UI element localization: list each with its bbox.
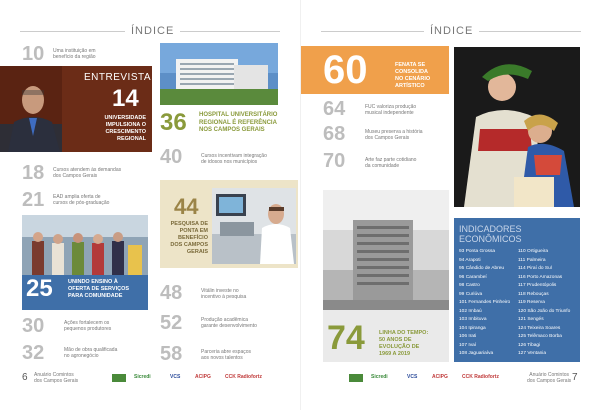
ind-n: 116	[518, 274, 526, 280]
ind-n: 111	[518, 257, 526, 263]
sponsor-logo-cck: CCK Radiofortz	[462, 374, 499, 380]
ind-name: Palmeira	[526, 257, 546, 263]
fenata-title: FENATA SE CONSOLIDA NO CENÁRIO ARTÍSTICO	[395, 62, 431, 89]
ind-n: 126	[518, 342, 527, 348]
ind-n: 99	[459, 291, 465, 297]
ind-n: 104	[459, 325, 468, 331]
ind-name: Ventania	[527, 351, 547, 356]
entry-desc: FUC valoriza produção musical independente	[365, 104, 417, 116]
ind-n: 103	[459, 317, 468, 322]
entry-number: 48	[160, 282, 183, 304]
entry-number: 64	[323, 98, 346, 120]
entry-number: 70	[323, 150, 346, 172]
right-page-header: ÍNDICE	[424, 25, 479, 37]
ind-name: Ponta Grossa	[465, 249, 496, 254]
timeline-title: LINHA DO TEMPO: 50 ANOS DE EVOLUÇÃO DE 1969 A 2019	[379, 330, 429, 357]
ind-name: Arapoti	[465, 257, 481, 263]
ind-n: 125	[518, 334, 527, 339]
interview-photo	[0, 66, 62, 152]
ind-name: Porto Amazonas	[527, 274, 563, 280]
page-number: 6	[22, 372, 28, 383]
entry-desc: EAD amplia oferta de cursos de pós-graduação	[53, 194, 110, 206]
page-number: 7	[572, 372, 578, 383]
services-panel	[22, 215, 148, 310]
ind-name: Irati	[468, 334, 477, 339]
indicators-col-1	[459, 248, 517, 359]
ind-name: Telêmaco Borba	[527, 334, 562, 339]
ind-name: Tibagi	[527, 342, 541, 348]
interview-number: 14	[112, 85, 139, 112]
timeline-number: 74	[327, 319, 365, 357]
left-page	[0, 0, 300, 410]
ind-n: 117	[518, 283, 526, 288]
sponsor-logo-acipg: ACIPG	[195, 374, 211, 380]
ind-n: 95	[459, 266, 465, 271]
entry-number: 21	[22, 189, 45, 211]
entry-desc: Cursos atendem às demandas dos Campos Gerais	[53, 167, 122, 179]
ind-n: 106	[459, 334, 468, 339]
ind-n: 110	[518, 249, 526, 254]
interview-title: UNIVERSIDADE IMPULSIONA O CRESCIMENTO REGIONAL	[104, 115, 146, 142]
ind-name: Ivaí	[468, 342, 477, 348]
research-photo	[212, 188, 296, 264]
sponsor-logo-acipg: ACIPG	[432, 374, 448, 380]
entry-number: 68	[323, 123, 346, 145]
sponsor-logo-sicredi: Sicredi	[134, 374, 151, 380]
ind-name: Ipiranga	[468, 325, 486, 331]
entry-number: 30	[22, 315, 45, 337]
ind-name: Prudentópolis	[527, 283, 557, 288]
research-panel	[160, 180, 298, 268]
ind-n: 107	[459, 342, 468, 348]
indicators-title: INDICADORES ECONÔMICOS	[459, 224, 522, 244]
dancers-photo	[454, 47, 580, 207]
ind-n: 98	[459, 283, 465, 288]
left-page-header: ÍNDICE	[125, 25, 180, 37]
ind-n: 96	[459, 274, 465, 280]
entry-number: 32	[22, 342, 45, 364]
ind-n: 127	[518, 351, 527, 356]
sponsor-logo-flag	[112, 374, 126, 382]
ind-name: Imbaú	[468, 308, 482, 314]
ind-name: Jaguariaíva	[468, 351, 494, 356]
ind-name: Teixeira Soares	[527, 325, 561, 331]
sponsor-logo-vcs: VCS	[407, 374, 418, 380]
ind-n: 120	[518, 308, 527, 314]
ind-name: Ortigueira	[527, 249, 549, 254]
ind-n: 102	[459, 308, 468, 314]
interview-label: ENTREVISTA	[84, 72, 152, 83]
entry-number: 58	[160, 343, 183, 365]
sponsor-logo-vcs: VCS	[170, 374, 181, 380]
hospital-photo	[160, 43, 278, 105]
ind-n: 124	[518, 325, 527, 331]
ind-name: Castro	[465, 283, 480, 288]
entry-desc: Uma instituição em benefício da região	[53, 48, 96, 60]
ind-n: 101	[459, 300, 468, 305]
fenata-number: 60	[323, 48, 368, 92]
fenata-panel	[301, 46, 449, 94]
ind-name: Reserva	[527, 300, 545, 305]
ind-name: Fernandes Pinheiro	[468, 300, 511, 305]
page-footer: Anuário Comintos dos Campos Gerais	[527, 372, 572, 384]
research-number: 44	[174, 194, 199, 219]
services-photo	[22, 215, 148, 275]
services-number: 25	[26, 275, 53, 302]
interview-panel	[0, 66, 152, 152]
sponsor-logo-cck: CCK Radiofortz	[225, 374, 262, 380]
entry-number: 52	[160, 312, 183, 334]
entry-number: 10	[22, 43, 45, 65]
hospital-number: 36	[160, 109, 187, 136]
entry-desc: Produção acadêmica garante desenvolvimento	[201, 317, 257, 329]
ind-name: Rebouças	[527, 291, 549, 297]
timeline-panel	[323, 190, 449, 362]
ind-n: 108	[459, 351, 468, 356]
indicators-panel	[454, 218, 580, 362]
entry-desc: Museu preserva a história dos Campos Gerais	[365, 129, 423, 141]
entry-desc: Cursos incentivam integração de idosos nos municípios	[201, 153, 267, 165]
entry-number: 18	[22, 162, 45, 184]
entry-desc: Arte faz parte cotidiano da comunidade	[365, 157, 417, 169]
ind-name: Cândido de Abreu	[465, 266, 505, 271]
indicators-col-2	[518, 248, 578, 359]
timeline-photo	[323, 190, 449, 310]
entry-desc: Parceria abre espaços aos novos talentos	[201, 349, 252, 361]
ind-name: Sengés	[527, 317, 544, 322]
ind-n: 121	[518, 317, 527, 322]
entry-desc: Ações fortalecem os pequenos produtores	[64, 320, 112, 332]
ind-n: 93	[459, 249, 465, 254]
right-page	[301, 0, 601, 410]
entry-desc: Mão de obra qualificada no agronegócio	[64, 347, 118, 359]
research-title: PESQUISA DE PONTA EM BENEFÍCIO DOS CAMPOS GERAIS	[170, 221, 208, 255]
ind-name: São João do Triunfo	[527, 308, 571, 314]
entry-desc: Vitálin investe no incentivo à pesquisa	[201, 288, 247, 300]
hospital-title: HOSPITAL UNIVERSITÁRIO REGIONAL É REFERÊNCIA NOS CAMPOS GERAIS	[199, 112, 278, 133]
ind-name: Curiúva	[465, 291, 483, 297]
services-title: UNINDO ENSINO À OFERTA DE SERVIÇOS PARA COMUNIDADE	[68, 279, 130, 299]
entry-number: 40	[160, 146, 183, 168]
page-footer: Anuário Comintos dos Campos Gerais	[34, 372, 79, 384]
sponsor-logo-sicredi: Sicredi	[371, 374, 388, 380]
ind-n: 119	[518, 300, 526, 305]
ind-name: Imbituva	[468, 317, 487, 322]
sponsor-logo-flag	[349, 374, 363, 382]
ind-n: 94	[459, 257, 465, 263]
ind-n: 114	[518, 266, 526, 271]
ind-name: Piraí do Sul	[527, 266, 552, 271]
ind-name: Carambeí	[465, 274, 487, 280]
ind-n: 118	[518, 291, 526, 297]
